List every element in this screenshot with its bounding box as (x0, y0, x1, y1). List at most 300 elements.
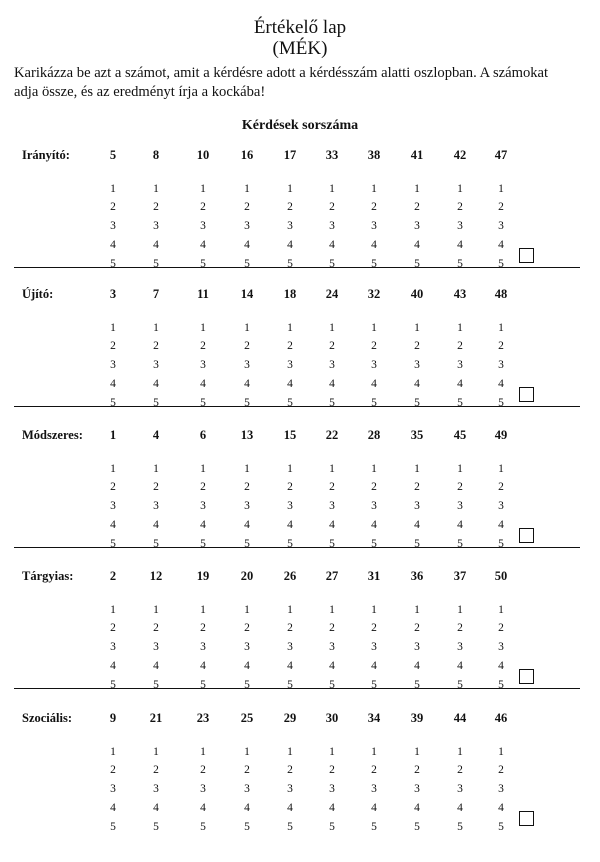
score-option[interactable]: 5 (153, 821, 159, 833)
section-divider (14, 267, 580, 268)
score-option[interactable]: 2 (244, 201, 250, 213)
score-option[interactable]: 4 (329, 660, 335, 672)
score-option[interactable]: 2 (153, 201, 159, 213)
score-option[interactable]: 4 (153, 802, 159, 814)
score-option[interactable]: 3 (153, 641, 159, 653)
score-option[interactable]: 5 (329, 397, 335, 409)
score-option[interactable]: 1 (110, 322, 116, 334)
score-option[interactable]: 3 (153, 783, 159, 795)
score-option[interactable]: 3 (371, 641, 377, 653)
score-option[interactable]: 4 (371, 660, 377, 672)
score-option[interactable]: 3 (200, 641, 206, 653)
question-number: 10 (196, 148, 210, 162)
score-option[interactable]: 2 (200, 481, 206, 493)
question-number: 22 (325, 428, 339, 442)
score-option[interactable]: 5 (244, 397, 250, 409)
section-divider (14, 688, 580, 689)
score-option[interactable]: 2 (153, 764, 159, 776)
score-option[interactable]: 4 (329, 802, 335, 814)
score-option[interactable]: 1 (414, 746, 420, 758)
score-option[interactable]: 5 (200, 258, 206, 270)
score-option[interactable]: 2 (457, 764, 463, 776)
score-option[interactable]: 1 (244, 322, 250, 334)
question-number: 31 (367, 569, 381, 583)
score-option[interactable]: 3 (153, 220, 159, 232)
score-option[interactable]: 2 (414, 481, 420, 493)
score-option[interactable]: 4 (287, 239, 293, 251)
score-option[interactable]: 1 (287, 604, 293, 616)
question-number: 45 (453, 428, 467, 442)
score-option[interactable]: 4 (414, 378, 420, 390)
score-option[interactable]: 3 (498, 783, 504, 795)
score-option[interactable]: 2 (329, 201, 335, 213)
score-option[interactable]: 5 (110, 538, 116, 550)
questions-header: Kérdések sorszáma (241, 118, 359, 133)
question-number: 19 (196, 569, 210, 583)
score-option[interactable]: 4 (200, 802, 206, 814)
score-option[interactable]: 4 (153, 239, 159, 251)
score-option[interactable]: 2 (498, 481, 504, 493)
score-option[interactable]: 5 (153, 538, 159, 550)
score-option[interactable]: 3 (457, 500, 463, 512)
score-option[interactable]: 3 (200, 783, 206, 795)
score-option[interactable]: 1 (200, 322, 206, 334)
score-option[interactable]: 1 (457, 463, 463, 475)
score-option[interactable]: 1 (498, 604, 504, 616)
score-option[interactable]: 3 (287, 783, 293, 795)
score-option[interactable]: 4 (244, 660, 250, 672)
question-number: 21 (149, 711, 163, 725)
score-option[interactable]: 5 (244, 679, 250, 691)
score-option[interactable]: 3 (244, 359, 250, 371)
score-option[interactable]: 4 (153, 378, 159, 390)
score-option[interactable]: 5 (498, 679, 504, 691)
score-option[interactable]: 2 (287, 340, 293, 352)
sum-box[interactable] (519, 248, 534, 263)
score-option[interactable]: 2 (153, 481, 159, 493)
score-option[interactable]: 2 (287, 201, 293, 213)
score-option[interactable]: 1 (414, 463, 420, 475)
score-option[interactable]: 5 (371, 821, 377, 833)
score-option[interactable]: 5 (287, 258, 293, 270)
score-option[interactable]: 5 (110, 397, 116, 409)
question-number: 18 (283, 287, 297, 301)
score-option[interactable]: 4 (371, 239, 377, 251)
score-option[interactable]: 5 (457, 679, 463, 691)
score-option[interactable]: 4 (329, 239, 335, 251)
question-number: 42 (453, 148, 467, 162)
section-label: Módszeres: (22, 428, 83, 442)
score-option[interactable]: 3 (244, 783, 250, 795)
score-option[interactable]: 5 (414, 679, 420, 691)
score-option[interactable]: 2 (371, 622, 377, 634)
question-number: 33 (325, 148, 339, 162)
score-option[interactable]: 5 (287, 397, 293, 409)
score-option[interactable]: 5 (244, 538, 250, 550)
score-option[interactable]: 1 (200, 604, 206, 616)
score-option[interactable]: 4 (200, 378, 206, 390)
score-option[interactable]: 5 (153, 397, 159, 409)
score-option[interactable]: 5 (153, 258, 159, 270)
score-option[interactable]: 1 (329, 183, 335, 195)
score-option[interactable]: 1 (457, 604, 463, 616)
score-option[interactable]: 4 (371, 802, 377, 814)
score-option[interactable]: 5 (110, 679, 116, 691)
score-option[interactable]: 2 (110, 201, 116, 213)
score-option[interactable]: 4 (414, 519, 420, 531)
score-option[interactable]: 4 (110, 660, 116, 672)
score-option[interactable]: 4 (287, 378, 293, 390)
score-option[interactable]: 2 (498, 622, 504, 634)
score-option[interactable]: 5 (414, 397, 420, 409)
score-option[interactable]: 3 (287, 500, 293, 512)
score-option[interactable]: 3 (457, 783, 463, 795)
score-option[interactable]: 3 (329, 359, 335, 371)
score-option[interactable]: 3 (287, 359, 293, 371)
score-option[interactable]: 1 (153, 463, 159, 475)
score-option[interactable]: 1 (414, 183, 420, 195)
score-option[interactable]: 5 (457, 258, 463, 270)
score-option[interactable]: 5 (200, 538, 206, 550)
score-option[interactable]: 3 (457, 359, 463, 371)
score-option[interactable]: 2 (329, 340, 335, 352)
score-option[interactable]: 1 (498, 746, 504, 758)
score-option[interactable]: 4 (498, 519, 504, 531)
score-option[interactable]: 1 (329, 322, 335, 334)
score-option[interactable]: 3 (371, 359, 377, 371)
score-option[interactable]: 3 (110, 783, 116, 795)
score-option[interactable]: 1 (329, 463, 335, 475)
score-option[interactable]: 4 (498, 802, 504, 814)
question-number: 43 (453, 287, 467, 301)
score-option[interactable]: 5 (371, 397, 377, 409)
score-option[interactable]: 3 (498, 220, 504, 232)
score-option[interactable]: 3 (153, 500, 159, 512)
section-label: Tárgyias: (22, 569, 74, 583)
score-option[interactable]: 1 (200, 746, 206, 758)
score-option[interactable]: 1 (457, 183, 463, 195)
title: Értékelő lap (253, 17, 347, 38)
score-option[interactable]: 4 (457, 660, 463, 672)
score-option[interactable]: 3 (244, 220, 250, 232)
score-option[interactable]: 1 (414, 604, 420, 616)
question-number: 23 (196, 711, 210, 725)
score-option[interactable]: 1 (287, 463, 293, 475)
score-option[interactable]: 1 (329, 746, 335, 758)
score-option[interactable]: 5 (414, 538, 420, 550)
question-number: 48 (494, 287, 508, 301)
score-option[interactable]: 4 (287, 660, 293, 672)
question-number: 11 (197, 287, 209, 301)
score-option[interactable]: 5 (498, 397, 504, 409)
score-option[interactable]: 3 (329, 220, 335, 232)
score-option[interactable]: 3 (457, 220, 463, 232)
section-label: Szociális: (22, 711, 72, 725)
question-number: 30 (325, 711, 339, 725)
score-option[interactable]: 4 (329, 378, 335, 390)
score-option[interactable]: 2 (329, 622, 335, 634)
score-option[interactable]: 5 (110, 821, 116, 833)
question-number: 2 (109, 569, 117, 583)
score-option[interactable]: 2 (414, 764, 420, 776)
question-number: 29 (283, 711, 297, 725)
score-option[interactable]: 4 (498, 378, 504, 390)
score-option[interactable]: 4 (457, 519, 463, 531)
score-option[interactable]: 3 (110, 500, 116, 512)
score-option[interactable]: 4 (200, 660, 206, 672)
score-option[interactable]: 5 (329, 538, 335, 550)
score-option[interactable]: 4 (498, 239, 504, 251)
question-number: 34 (367, 711, 381, 725)
score-option[interactable]: 3 (414, 220, 420, 232)
score-option[interactable]: 1 (153, 746, 159, 758)
score-option[interactable]: 1 (110, 183, 116, 195)
score-option[interactable]: 2 (200, 201, 206, 213)
section-label: Irányító: (22, 148, 70, 162)
score-option[interactable]: 2 (371, 481, 377, 493)
score-option[interactable]: 2 (287, 622, 293, 634)
score-option[interactable]: 4 (498, 660, 504, 672)
score-option[interactable]: 1 (457, 322, 463, 334)
score-option[interactable]: 5 (498, 258, 504, 270)
score-option[interactable]: 4 (200, 239, 206, 251)
score-option[interactable]: 3 (329, 500, 335, 512)
question-number: 36 (410, 569, 424, 583)
score-option[interactable]: 1 (110, 604, 116, 616)
sum-box[interactable] (519, 669, 534, 684)
score-option[interactable]: 2 (371, 764, 377, 776)
score-option[interactable]: 1 (244, 463, 250, 475)
score-option[interactable]: 5 (329, 679, 335, 691)
score-option[interactable]: 5 (371, 538, 377, 550)
score-option[interactable]: 4 (371, 519, 377, 531)
score-option[interactable]: 3 (414, 783, 420, 795)
score-option[interactable]: 4 (244, 519, 250, 531)
score-option[interactable]: 4 (244, 802, 250, 814)
score-option[interactable]: 3 (457, 641, 463, 653)
score-option[interactable]: 2 (244, 764, 250, 776)
score-option[interactable]: 3 (414, 500, 420, 512)
score-option[interactable]: 2 (457, 201, 463, 213)
score-option[interactable]: 1 (244, 746, 250, 758)
score-option[interactable]: 4 (153, 660, 159, 672)
score-option[interactable]: 2 (457, 481, 463, 493)
score-option[interactable]: 4 (110, 802, 116, 814)
score-option[interactable]: 3 (110, 641, 116, 653)
score-option[interactable]: 1 (457, 746, 463, 758)
question-number: 3 (109, 287, 117, 301)
score-option[interactable]: 5 (200, 397, 206, 409)
score-option[interactable]: 3 (371, 500, 377, 512)
score-option[interactable]: 3 (200, 220, 206, 232)
score-option[interactable]: 1 (371, 183, 377, 195)
score-option[interactable]: 1 (371, 746, 377, 758)
score-option[interactable]: 1 (498, 183, 504, 195)
score-option[interactable]: 4 (371, 378, 377, 390)
score-option[interactable]: 3 (110, 220, 116, 232)
question-number: 39 (410, 711, 424, 725)
score-option[interactable]: 1 (244, 604, 250, 616)
score-option[interactable]: 3 (110, 359, 116, 371)
question-number: 8 (152, 148, 160, 162)
score-option[interactable]: 1 (371, 604, 377, 616)
question-number: 49 (494, 428, 508, 442)
question-number: 50 (494, 569, 508, 583)
score-option[interactable]: 5 (457, 397, 463, 409)
score-option[interactable]: 1 (371, 322, 377, 334)
score-option[interactable]: 1 (287, 183, 293, 195)
score-option[interactable]: 4 (457, 239, 463, 251)
score-option[interactable]: 2 (371, 340, 377, 352)
score-option[interactable]: 5 (371, 679, 377, 691)
score-option[interactable]: 2 (457, 340, 463, 352)
score-option[interactable]: 5 (287, 538, 293, 550)
score-option[interactable]: 5 (457, 538, 463, 550)
score-option[interactable]: 2 (329, 481, 335, 493)
score-option[interactable]: 3 (498, 641, 504, 653)
score-option[interactable]: 4 (110, 239, 116, 251)
score-option[interactable]: 5 (457, 821, 463, 833)
score-option[interactable]: 4 (153, 519, 159, 531)
score-option[interactable]: 1 (371, 463, 377, 475)
question-number: 16 (240, 148, 254, 162)
sum-box[interactable] (519, 811, 534, 826)
score-option[interactable]: 2 (287, 764, 293, 776)
score-option[interactable]: 5 (287, 679, 293, 691)
question-number: 25 (240, 711, 254, 725)
question-number: 44 (453, 711, 467, 725)
score-option[interactable]: 1 (498, 463, 504, 475)
score-option[interactable]: 4 (110, 519, 116, 531)
score-option[interactable]: 4 (457, 378, 463, 390)
score-option[interactable]: 2 (414, 201, 420, 213)
score-option[interactable]: 5 (329, 258, 335, 270)
score-option[interactable]: 2 (498, 764, 504, 776)
question-number: 17 (283, 148, 297, 162)
score-option[interactable]: 3 (329, 783, 335, 795)
score-option[interactable]: 2 (200, 340, 206, 352)
score-option[interactable]: 1 (110, 746, 116, 758)
score-option[interactable]: 3 (200, 500, 206, 512)
section-divider (14, 547, 580, 548)
question-number: 4 (152, 428, 160, 442)
score-option[interactable]: 2 (457, 622, 463, 634)
score-option[interactable]: 1 (153, 322, 159, 334)
score-option[interactable]: 5 (153, 679, 159, 691)
score-option[interactable]: 4 (414, 239, 420, 251)
question-number: 41 (410, 148, 424, 162)
score-option[interactable]: 2 (244, 622, 250, 634)
score-option[interactable]: 1 (329, 604, 335, 616)
score-option[interactable]: 2 (414, 340, 420, 352)
score-option[interactable]: 4 (110, 378, 116, 390)
score-option[interactable]: 4 (329, 519, 335, 531)
score-option[interactable]: 3 (244, 500, 250, 512)
score-option[interactable]: 2 (371, 201, 377, 213)
score-option[interactable]: 4 (457, 802, 463, 814)
score-option[interactable]: 1 (200, 183, 206, 195)
score-option[interactable]: 2 (414, 622, 420, 634)
score-option[interactable]: 5 (110, 258, 116, 270)
score-option[interactable]: 5 (414, 258, 420, 270)
score-option[interactable]: 2 (498, 201, 504, 213)
score-option[interactable]: 2 (200, 764, 206, 776)
question-number: 40 (410, 287, 424, 301)
sum-box[interactable] (519, 528, 534, 543)
score-option[interactable]: 4 (414, 660, 420, 672)
score-option[interactable]: 4 (287, 519, 293, 531)
score-option[interactable]: 4 (200, 519, 206, 531)
score-option[interactable]: 2 (287, 481, 293, 493)
score-option[interactable]: 2 (244, 340, 250, 352)
score-option[interactable]: 5 (244, 258, 250, 270)
score-option[interactable]: 4 (244, 378, 250, 390)
score-option[interactable]: 3 (498, 500, 504, 512)
score-option[interactable]: 4 (244, 239, 250, 251)
section-label: Újító: (22, 287, 54, 301)
question-number: 24 (325, 287, 339, 301)
score-option[interactable]: 3 (244, 641, 250, 653)
score-option[interactable]: 2 (110, 622, 116, 634)
score-option[interactable]: 5 (287, 821, 293, 833)
score-option[interactable]: 2 (200, 622, 206, 634)
instructions-line-2: adja össze, és az eredményt írja a kockába! (14, 84, 266, 100)
score-option[interactable]: 3 (414, 641, 420, 653)
score-option[interactable]: 1 (153, 183, 159, 195)
score-option[interactable]: 3 (371, 783, 377, 795)
score-option[interactable]: 1 (414, 322, 420, 334)
score-option[interactable]: 3 (498, 359, 504, 371)
score-option[interactable]: 1 (153, 604, 159, 616)
score-option[interactable]: 5 (371, 258, 377, 270)
score-option[interactable]: 5 (414, 821, 420, 833)
score-option[interactable]: 2 (329, 764, 335, 776)
score-option[interactable]: 3 (200, 359, 206, 371)
score-option[interactable]: 2 (110, 340, 116, 352)
score-option[interactable]: 3 (414, 359, 420, 371)
question-number: 28 (367, 428, 381, 442)
score-option[interactable]: 3 (287, 641, 293, 653)
score-option[interactable]: 3 (371, 220, 377, 232)
score-option[interactable]: 1 (287, 322, 293, 334)
score-option[interactable]: 3 (287, 220, 293, 232)
subtitle: (MÉK) (272, 38, 328, 59)
score-option[interactable]: 1 (287, 746, 293, 758)
score-option[interactable]: 1 (498, 322, 504, 334)
score-option[interactable]: 2 (110, 481, 116, 493)
score-option[interactable]: 5 (200, 679, 206, 691)
sum-box[interactable] (519, 387, 534, 402)
score-option[interactable]: 5 (244, 821, 250, 833)
score-option[interactable]: 5 (498, 538, 504, 550)
score-option[interactable]: 1 (110, 463, 116, 475)
score-option[interactable]: 3 (153, 359, 159, 371)
score-option[interactable]: 5 (329, 821, 335, 833)
score-option[interactable]: 3 (329, 641, 335, 653)
score-option[interactable]: 5 (498, 821, 504, 833)
score-option[interactable]: 2 (153, 340, 159, 352)
score-option[interactable]: 2 (498, 340, 504, 352)
score-option[interactable]: 1 (244, 183, 250, 195)
score-option[interactable]: 2 (110, 764, 116, 776)
score-option[interactable]: 2 (153, 622, 159, 634)
instructions-line-1: Karikázza be azt a számot, amit a kérdésre adott a kérdésszám alatti oszlopban. A számokat (14, 65, 549, 81)
score-option[interactable]: 2 (244, 481, 250, 493)
score-option[interactable]: 4 (414, 802, 420, 814)
score-option[interactable]: 5 (200, 821, 206, 833)
score-option[interactable]: 1 (200, 463, 206, 475)
score-option[interactable]: 4 (287, 802, 293, 814)
